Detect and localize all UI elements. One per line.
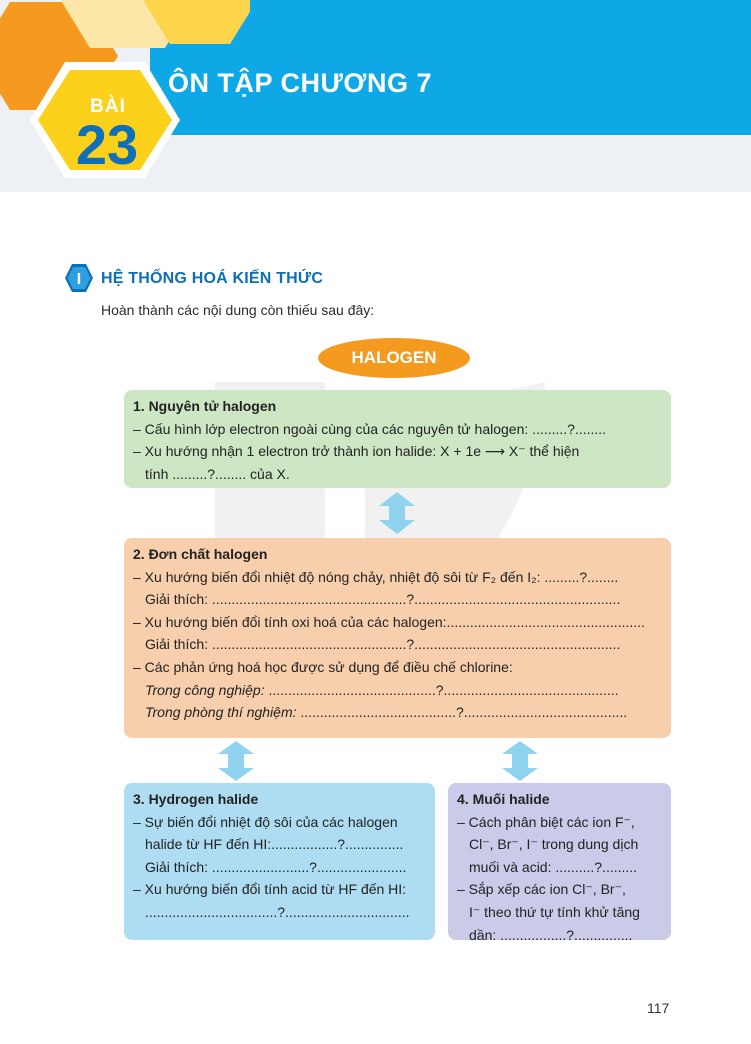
box2-industry-label: Trong công nghiệp: (145, 681, 265, 698)
box-halide-salt (448, 783, 671, 943)
box2-lab-dots: ........................................?.......................................... (296, 704, 628, 721)
box4-line1: – Cách phân biệt các ion F⁻, (457, 813, 635, 830)
box1-line3: tính .........?........ của X. (145, 465, 290, 482)
double-arrow-icon (498, 741, 542, 781)
box-halogen-atom (124, 390, 671, 488)
chapter-title: ÔN TẬP CHƯƠNG 7 (168, 68, 432, 98)
lesson-label: BÀI (90, 96, 126, 117)
box2-lab-label: Trong phòng thí nghiệm: (145, 704, 297, 721)
box4-line5: I⁻ theo thứ tự tính khử tăng (469, 903, 640, 920)
section-title: HỆ THỐNG HOÁ KIẾN THỨC (101, 270, 324, 287)
box2-line7 (133, 701, 671, 724)
halogen-label: HALOGEN (318, 338, 470, 378)
box2-industry-dots: ...........................................?............................................. (264, 681, 619, 698)
box3-heading: 3. Hydrogen halide (133, 791, 259, 807)
box1-line1: – Cấu hình lớp electron ngoài cùng của các nguyên tử halogen: .........?........ (133, 420, 607, 437)
box1-line2: – Xu hướng nhận 1 electron trở thành ion halide: X + 1e ⟶ X⁻ thể hiện (133, 443, 580, 460)
section-badge-icon (64, 263, 94, 293)
box3-line2: halide từ HF đến HI:.................?............... (145, 836, 404, 853)
box3-line5: ..................................?................................ (145, 903, 410, 920)
box2-line6 (133, 679, 671, 702)
box4-line6: dần: .................?............... (469, 926, 633, 943)
box-halogen-element (124, 538, 671, 738)
box4-line3: muối và acid: ..........?......... (469, 858, 638, 875)
instruction-text: Hoàn thành các nội dung còn thiếu sau đây: (101, 302, 375, 318)
page-number: 117 (647, 1000, 670, 1016)
double-arrow-icon (375, 492, 419, 534)
box4-heading: 4. Muối halide (457, 791, 550, 807)
box2-line1: – Xu hướng biến đổi nhiệt độ nóng chảy, nhiệt độ sôi từ F₂ đến I₂: .........?........ (133, 568, 619, 585)
box4-line2: Cl⁻, Br⁻, I⁻ trong dung dịch (469, 836, 639, 853)
box2-heading: 2. Đơn chất halogen (133, 546, 268, 562)
box2-line3: – Xu hướng biến đổi tính oxi hoá của các halogen:................................................... (133, 613, 645, 630)
box4-line4: – Sắp xếp các ion Cl⁻, Br⁻, (457, 881, 626, 898)
section-badge-text: I (76, 271, 82, 288)
box2-line5: – Các phản ứng hoá học được sử dụng để điều chế chlorine: (133, 658, 513, 675)
lesson-number: 23 (75, 113, 139, 176)
box1-heading: 1. Nguyên tử halogen (133, 398, 277, 414)
box3-line1: – Sự biến đổi nhiệt độ sôi của các halogen (133, 813, 398, 830)
box-hydrogen-halide (124, 783, 435, 940)
box3-line3: Giải thích: .........................?....................... (145, 858, 407, 875)
box2-line4: Giải thích: ..................................................?..................................................... (145, 636, 621, 653)
box2-line2: Giải thích: ..................................................?..................................................... (145, 591, 621, 608)
double-arrow-icon (214, 741, 258, 781)
box3-line4: – Xu hướng biến đổi tính acid từ HF đến HI: (133, 881, 407, 898)
